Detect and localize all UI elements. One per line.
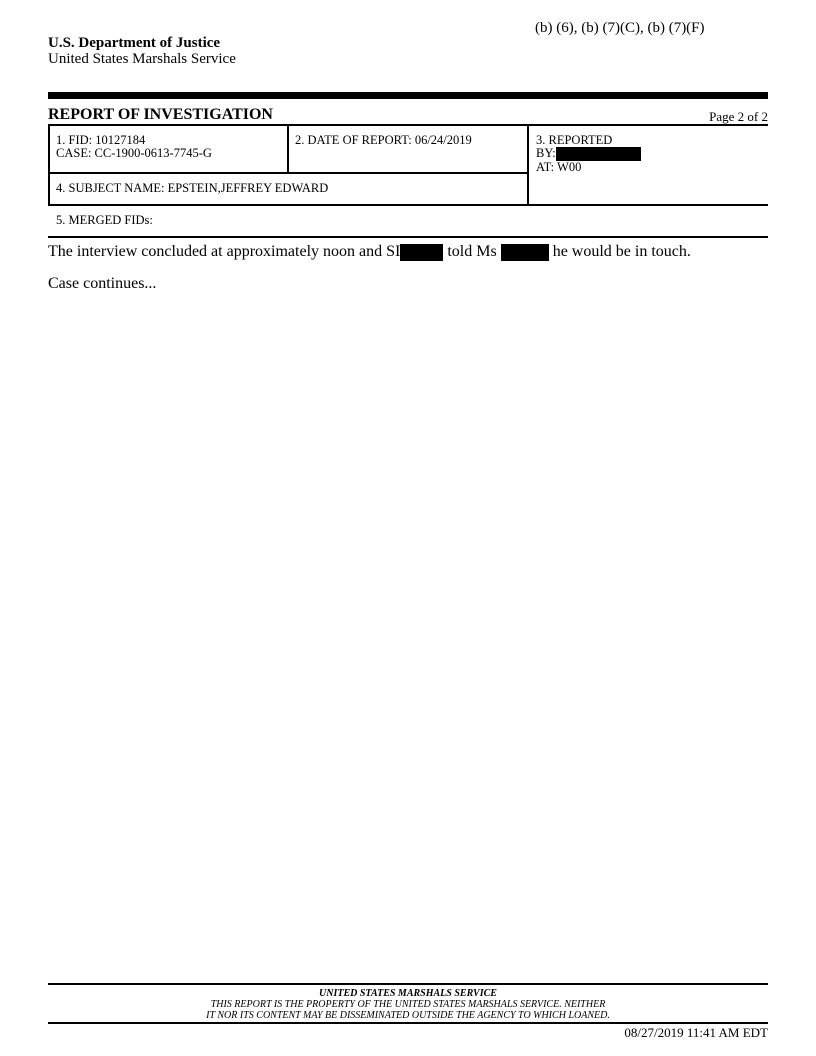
subject-name-field: 4. SUBJECT NAME: EPSTEIN,JEFFREY EDWARD bbox=[56, 181, 329, 195]
agency-header bbox=[48, 35, 236, 67]
redaction-block bbox=[400, 244, 443, 261]
report-paragraph bbox=[48, 243, 691, 261]
case-field: CASE: CC-1900-0613-7745-G bbox=[56, 146, 212, 160]
redaction-block bbox=[556, 147, 641, 161]
table-column-rule bbox=[527, 124, 529, 206]
merged-fids-field: 5. MERGED FIDs: bbox=[56, 213, 153, 227]
date-of-report-field: 2. DATE OF REPORT: 06/24/2019 bbox=[295, 133, 472, 147]
reported-by-label: BY: bbox=[536, 146, 556, 160]
service-name: United States Marshals Service bbox=[48, 51, 236, 67]
foia-exemption-codes: (b) (6), (b) (7)(C), (b) (7)(F) bbox=[535, 20, 705, 36]
footer-notice bbox=[48, 988, 768, 1021]
department-name: U.S. Department of Justice bbox=[48, 35, 221, 51]
table-bottom-rule bbox=[48, 236, 768, 238]
footer-disclaimer-line: THIS REPORT IS THE PROPERTY OF THE UNITED STATES MARSHALS SERVICE. NEITHER bbox=[210, 999, 606, 1010]
reported-by-row bbox=[536, 147, 641, 161]
report-fields-table bbox=[48, 124, 768, 238]
redaction-block bbox=[501, 244, 549, 261]
reported-label: 3. REPORTED bbox=[536, 133, 613, 147]
table-left-rule bbox=[48, 124, 50, 206]
fid-field: 1. FID: 10127184 bbox=[56, 133, 146, 147]
table-column-rule bbox=[287, 124, 289, 174]
footer-bottom-rule bbox=[48, 1022, 768, 1024]
case-status-text: Case continues... bbox=[48, 275, 157, 292]
fid-cell bbox=[56, 134, 212, 160]
print-timestamp: 08/27/2019 11:41 AM EDT bbox=[624, 1025, 768, 1040]
reported-cell bbox=[536, 134, 641, 174]
table-row-rule bbox=[48, 204, 768, 206]
reported-at-field: AT: W00 bbox=[536, 160, 582, 175]
footer-disclaimer-line: IT NOR ITS CONTENT MAY BE DISSEMINATED OUTSIDE THE AGENCY TO WHICH LOANED. bbox=[206, 1010, 610, 1021]
page-number: Page 2 of 2 bbox=[709, 109, 768, 124]
footer-agency: UNITED STATES MARSHALS SERVICE bbox=[319, 988, 497, 999]
paragraph-text: he would be in touch. bbox=[548, 243, 691, 260]
paragraph-text: told Ms bbox=[443, 243, 501, 260]
paragraph-text: The interview concluded at approximately noon and SI bbox=[48, 243, 401, 260]
table-top-rule bbox=[48, 124, 768, 126]
report-title: REPORT OF INVESTIGATION bbox=[48, 106, 273, 123]
header-divider bbox=[48, 92, 768, 99]
footer-top-rule bbox=[48, 983, 768, 985]
